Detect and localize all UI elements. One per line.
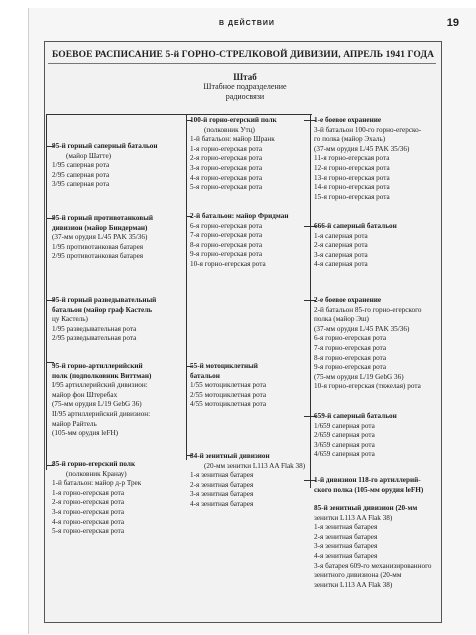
unit-name: 85-й горно-егерский полк	[52, 460, 136, 468]
unit-line: (75-мм орудия L/19 GebG 36)	[52, 400, 142, 409]
unit-line: (37-мм орудия L/45 PAK 35/36)	[314, 144, 410, 153]
unit-name: 1-е боевое охранение	[314, 116, 382, 124]
unit-line: 3-я зенитная батарея	[190, 490, 254, 499]
unit-line: майор фон Штеребах	[52, 390, 118, 399]
unit-block	[52, 214, 180, 262]
unit-line: 2/55 мотоциклетная рота	[190, 390, 267, 399]
unit-block	[52, 296, 180, 344]
unit-line: 2-я горно-егерская рота	[52, 498, 125, 507]
unit-block	[190, 116, 312, 193]
unit-line: 6-я горно-егерская рота	[314, 334, 387, 343]
connector-line	[186, 114, 187, 460]
unit-name: 95-й горный саперный батальон	[52, 142, 158, 150]
document-title: БОЕВОЕ РАСПИСАНИЕ 5-й ГОРНО-СТРЕЛКОВОЙ ДИВИЗИИ, АПРЕЛЬ 1941 ГОДА	[51, 50, 435, 60]
hq-sub2: радиосвязи	[225, 92, 265, 101]
unit-line: 2-й батальон 85-го горно-егерского	[314, 305, 422, 314]
unit-line: ского полка (105-мм орудия leFH)	[314, 485, 424, 494]
unit-block	[190, 212, 312, 270]
unit-line: 3-я горно-егерская рота	[52, 507, 125, 516]
unit-line: 1-я горно-егерская рота	[52, 488, 125, 497]
unit-line: 3/95 саперная рота	[52, 180, 110, 189]
running-header	[29, 16, 476, 32]
unit-line: 3-я горно-егерская рота	[190, 163, 263, 172]
unit-line: 2-я горно-егерская рота	[190, 154, 263, 163]
unit-line: 7-я горно-егерская рота	[190, 231, 263, 240]
unit-name: 55-й мотоциклетный	[190, 362, 258, 370]
unit-name: 1-й дивизион 118-го артиллерий-	[314, 476, 421, 484]
unit-line: 10-я горно-егерская (тяжелая) рота	[314, 382, 421, 391]
unit-name: 95-й горный противотанковый	[52, 214, 153, 222]
hq-title: Штаб	[233, 72, 257, 82]
unit-line: 1/95 противотанковая батарея	[52, 242, 144, 251]
unit-line: 12-я горно-егерская рота	[314, 163, 390, 172]
unit-line: 2-я зенитная батарея	[190, 480, 254, 489]
unit-line: 3-я зенитная батарея	[314, 542, 378, 551]
unit-line: 5-я горно-егерская рота	[190, 183, 263, 192]
headquarters-box	[185, 72, 305, 102]
unit-line: I/95 артиллерийский дивизион:	[52, 381, 148, 390]
unit-line: (полковник Кранау)	[66, 469, 127, 478]
unit-line: 1-я горно-егерская рота	[190, 144, 263, 153]
unit-line: 4-я саперная рота	[314, 260, 368, 269]
unit-line: 5-я горно-егерская рота	[52, 527, 125, 536]
unit-block	[190, 362, 312, 410]
unit-line: 3/659 саперная рота	[314, 440, 375, 449]
unit-block	[314, 504, 444, 590]
section-title: В ДЕЙСТВИИ	[219, 20, 275, 27]
unit-name: 2-й батальон: майор Фридман	[190, 212, 289, 220]
unit-block	[190, 452, 312, 510]
unit-block	[314, 116, 444, 202]
unit-line: 4-я горно-егерская рота	[190, 173, 263, 182]
unit-line: полка (майор Эш)	[314, 315, 369, 324]
unit-line: 1-я зенитная батарея	[314, 523, 378, 532]
unit-line: 1-я зенитная батарея	[190, 471, 254, 480]
unit-line: 8-я горно-егерская рота	[190, 240, 263, 249]
unit-name: 95-й горно-артиллерийский	[52, 362, 143, 370]
unit-name: 84-й зенитный дивизион	[190, 452, 270, 460]
unit-block	[52, 460, 180, 537]
unit-line: 1-й батальон: майор Шранк	[190, 135, 275, 144]
unit-name: 85-й зенитный дивизион (20-мм	[314, 504, 418, 512]
unit-name: 666-й саперный батальон	[314, 222, 397, 230]
unit-line: 4-я зенитная батарея	[314, 551, 378, 560]
unit-line: (37-мм орудия L/45 PAK 35/36)	[314, 324, 410, 333]
unit-line: батальон	[190, 371, 220, 380]
unit-line: II/95 артиллерийский дивизион:	[52, 409, 151, 418]
unit-line: 2/95 саперная рота	[52, 170, 110, 179]
unit-block	[314, 222, 444, 270]
hq-sub1: Штабное подразделение	[203, 82, 287, 91]
unit-name: 2-е боевое охранение	[314, 296, 382, 304]
unit-line: 4-я зенитная батарея	[190, 499, 254, 508]
unit-line: 7-я горно-егерская рота	[314, 343, 387, 352]
unit-line: зенитки L113 AA Flak 38)	[314, 513, 393, 522]
unit-line: (105-мм орудия leFH)	[52, 429, 119, 438]
page-number: 19	[446, 17, 459, 29]
unit-line: батальон (майор граф Кастель	[52, 305, 153, 314]
unit-block	[314, 296, 444, 392]
title-rule	[48, 63, 436, 64]
unit-line: зенитного дивизиона (20-мм	[314, 571, 402, 580]
unit-name: 100-й горно-егерский полк	[190, 116, 277, 124]
unit-line: 1/55 мотоциклетная рота	[190, 381, 267, 390]
unit-line: (полковник Утц)	[204, 125, 255, 134]
unit-line: (майор Шатте)	[66, 151, 112, 160]
connector-line	[46, 114, 47, 470]
unit-line: 2-я саперная рота	[314, 241, 368, 250]
unit-line: 2/659 саперная рота	[314, 431, 375, 440]
unit-line: 1/95 разведывательная рота	[52, 324, 137, 333]
unit-line: 13-я горно-егерская рота	[314, 173, 390, 182]
unit-line: 6-я горно-егерская рота	[190, 221, 263, 230]
unit-line: 9-я горно-егерская рота	[314, 363, 387, 372]
unit-line: 1-я саперная рота	[314, 231, 368, 240]
unit-line: 10-я горно-егерская рота	[190, 259, 266, 268]
unit-block	[52, 362, 180, 439]
unit-line: 4/55 мотоциклетная рота	[190, 400, 267, 409]
unit-line: 2/95 противотанковая батарея	[52, 252, 144, 261]
unit-line: 2/95 разведывательная рота	[52, 334, 137, 343]
unit-line: 4-я горно-егерская рота	[52, 517, 125, 526]
unit-line: 1-й батальон: майор д-р Трек	[52, 479, 142, 488]
unit-line: 4/659 саперная рота	[314, 450, 375, 459]
unit-line: 1/659 саперная рота	[314, 421, 375, 430]
unit-name: 95-й горный разведывательный	[52, 296, 157, 304]
connector-line	[46, 114, 312, 115]
unit-line: 8-я горно-егерская рота	[314, 353, 387, 362]
unit-block	[314, 412, 444, 460]
unit-line: зенитки L113 AA Flak 38)	[314, 580, 393, 589]
unit-line: 3-я батарея 609-го механизированного	[314, 561, 432, 570]
unit-line: 3-я саперная рота	[314, 250, 368, 259]
unit-line: 15-я горно-егерская рота	[314, 192, 390, 201]
unit-line: 11-я горно-егерская рота	[314, 154, 390, 163]
unit-line: 2-я зенитная батарея	[314, 532, 378, 541]
unit-line: полк (подполковник Виттман)	[52, 371, 152, 380]
unit-name: 659-й саперный батальон	[314, 412, 397, 420]
unit-line: (37-мм орудия L/45 PAK 35/36)	[52, 233, 148, 242]
unit-line: 14-я горно-егерская рота	[314, 183, 390, 192]
unit-line: дивизион (майор Биндерман)	[52, 223, 148, 232]
unit-line: 9-я горно-егерская рота	[190, 250, 263, 259]
unit-block	[52, 142, 180, 190]
unit-line: (75-мм орудия L/19 GebG 36)	[314, 372, 404, 381]
unit-line: цу Кастель)	[52, 315, 88, 324]
unit-line: майор Райтель	[52, 419, 97, 428]
unit-line: 1/95 саперная рота	[52, 161, 110, 170]
unit-line: 3-й батальон 100-го горно-егерско-	[314, 125, 422, 134]
unit-line: (20-мм зенитки L113 AA Flak 38)	[204, 461, 306, 470]
unit-line: го полка (майор Эхаль)	[314, 135, 386, 144]
unit-block	[314, 476, 444, 495]
